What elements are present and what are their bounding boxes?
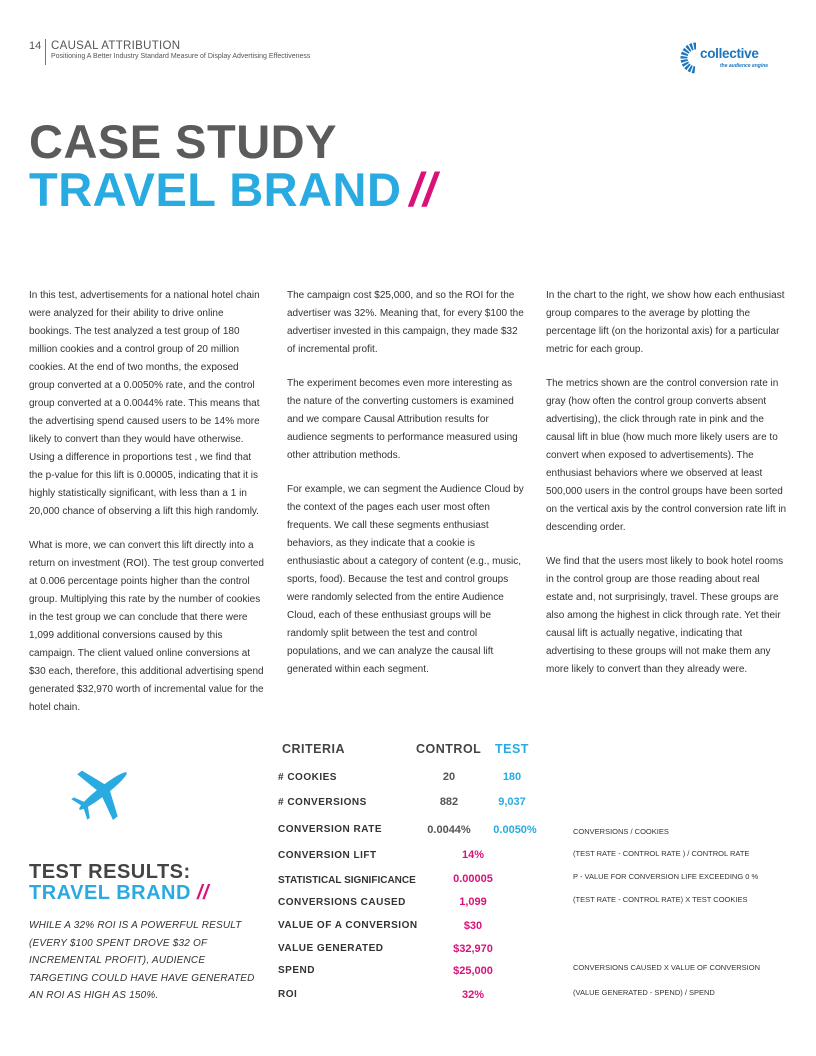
formula-conversion-lift: (TEST RATE - CONTROL RATE ) / CONTROL RATE [573,849,750,858]
title-slashes: // [409,163,437,216]
logo-mark-icon [676,42,702,74]
paragraph: In this test, advertisements for a national hotel chain were analyzed for their ability to drive online bookings. The test analyzed a test group of 180 million cookies and a control group of 20 million cookies. At the end of two months, the exposed group converted at a 0.0050% rate, and the control group converted at a 0.0044% rate. This means that the advertising spend caused users to be 14% more likely to convert than they would have otherwise. Using a difference in proportions test , we find that the p-value for this lift is 0.00005, indicating that it is highly statistically significant, with less than a 1 in 20,000 chance of observing a lift this high randomly. [29,290,260,517]
value-generated: $32,970 [453,943,493,955]
formula-conversions-caused: (TEST RATE - CONTROL RATE) X TEST COOKIES [573,895,748,904]
page-number: 14 [29,40,42,52]
row-label-roi: ROI [278,989,298,1000]
body-column-3 [546,287,788,695]
body-column-1 [29,287,265,733]
airplane-icon [69,760,137,822]
formula-conversion-rate: CONVERSIONS / COOKIES [573,827,669,836]
row-label-significance: STATISTICAL SIGNIFICANCE [278,875,416,886]
logo-tagline: the audience engine [720,63,769,69]
row-label-value-of-conversion: VALUE OF A CONVERSION [278,920,418,931]
paragraph: The metrics shown are the control conversion rate in gray (how often the control group converts absent advertising), the click through rate in pink and the causal lift in blue (how much more likely users are to convert when exposed to advertisements). The enthusiast behaviors where we observed at least 500,000 users in the control groups have been sorted on the vertical axis by the control conversion rate lift in descending order. [546,378,787,533]
section-title: CAUSAL ATTRIBUTION [51,40,181,52]
control-conversions: 882 [439,796,459,808]
results-slashes: // [196,882,210,904]
row-label-cookies: # COOKIES [278,772,337,783]
formula-value-generated: CONVERSIONS CAUSED X VALUE OF CONVERSION [573,963,760,972]
paragraph: We find that the users most likely to book hotel rooms in the control group are those reading about real estate and, not surprisingly, travel. These groups are also among the highest in click through rate. Yet their causal lift is actually negative, indicating that advertising to these groups will not make them any more likely to convert than they already were. [546,556,784,675]
header-divider [45,39,46,65]
table-header-criteria: CRITERIA [282,742,346,756]
value-conversion-lift: 14% [461,849,485,861]
logo-wordmark: collective [700,46,759,61]
row-label-conversions-caused: CONVERSIONS CAUSED [278,897,406,908]
test-conversions: 9,037 [498,796,526,808]
test-cookies: 180 [502,771,522,783]
results-subheading [29,882,209,905]
formula-roi: (VALUE GENERATED - SPEND) / SPEND [573,988,715,997]
results-note: WHILE A 32% ROI IS A POWERFUL RESULT (EVERY $100 SPENT DROVE $32 OF INCREMENTAL PROFIT), AUDIENCE TARGETING COULD HAVE HAVE GENERATED AN ROI AS HIGH AS 150%. [29,920,255,1001]
row-label-conversion-lift: CONVERSION LIFT [278,850,377,861]
value-spend: $25,000 [453,965,493,977]
value-roi: 32% [461,989,485,1001]
paragraph: The campaign cost $25,000, and so the ROI for the advertiser was 32%. Meaning that, for every $100 the advertiser invested in this campaign, they made $32 of incremental profit. [287,290,524,355]
paragraph: The experiment becomes even more interesting as the nature of the converting customers is examined and we compare Causal Attribution results for audience segments to performance measured using other attribution methods. [287,378,518,461]
collective-logo [676,42,796,74]
results-heading: TEST RESULTS: [29,861,191,883]
page-title-line2 [29,164,437,216]
page-title-line1: CASE STUDY [29,115,337,168]
formula-significance: P - VALUE FOR CONVERSION LIFE EXCEEDING 0 % [573,872,759,881]
control-conversion-rate: 0.0044% [427,824,471,836]
test-conversion-rate: 0.0050% [493,824,537,836]
value-of-conversion: $30 [463,920,483,932]
value-significance: 0.00005 [453,873,493,885]
paragraph: What is more, we can convert this lift directly into a return on investment (ROI). The test group converted at 0.006 percentage points higher than the control group. Multiplying this rate by the number of cookies in the test group we can conclude that there were 1,099 additional conversions caused by this campaign. The client valued online conversions at $30 each, therefore, this additional advertising spend generated $32,970 worth of incremental value for the hotel chain. [29,540,264,713]
row-label-conversions: # CONVERSIONS [278,797,367,808]
body-column-2 [287,287,525,695]
row-label-spend: SPEND [278,965,315,976]
value-conversions-caused: 1,099 [459,896,487,908]
row-label-conversion-rate: CONVERSION RATE [278,824,382,835]
page-title-brand: TRAVEL BRAND [29,163,402,216]
results-brand: TRAVEL BRAND [29,882,191,904]
section-subtitle: Positioning A Better Industry Standard Measure of Display Advertising Effectiveness [51,53,311,60]
row-label-value-generated: VALUE GENERATED [278,943,384,954]
table-header-test: TEST [495,742,529,756]
control-cookies: 20 [442,771,456,783]
paragraph: In the chart to the right, we show how each enthusiast group compares to the average by plotting the percentage lift (on the horizontal axis) for a particular metric for each group. [546,290,785,355]
table-header-control: CONTROL [416,742,482,756]
paragraph: For example, we can segment the Audience Cloud by the context of the pages each user most often frequents. We call these segments enthusiast behaviors, as they indicate that a cookie is enthusiastic about a category of content (e.g., music, sports, food). Because the test and control groups were randomly selected from the entire Audience Cloud, each of these enthusiast groups will be randomly split between the test and control populations, and we can analyze the causal lift generated within each segment. [287,484,524,675]
